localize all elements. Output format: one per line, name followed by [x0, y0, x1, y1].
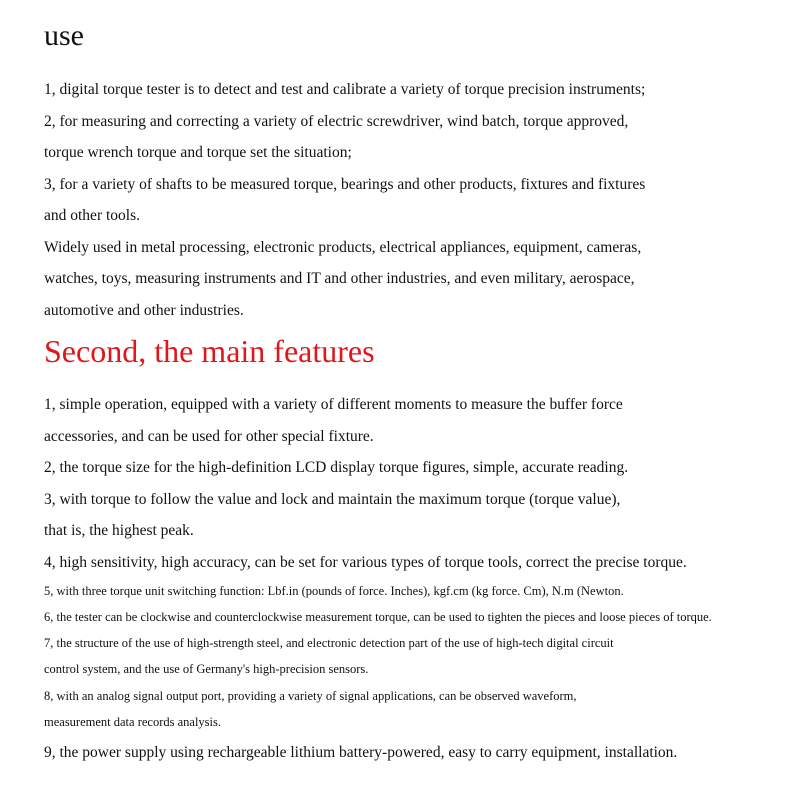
feature-line-1: 1, simple operation, equipped with a variety of different moments to measure the buffer force: [44, 396, 623, 413]
feature-line-7: 5, with three torque unit switching function: Lbf.in (pounds of force. Inches), kgf.cm (kg force. Cm), N.m (Newton.: [44, 584, 624, 598]
use-line-3: torque wrench torque and torque set the situation;: [44, 144, 352, 161]
use-line-7: watches, toys, measuring instruments and IT and other industries, and even military, aerospace,: [44, 270, 635, 287]
feature-line-4: 3, with torque to follow the value and lock and maintain the maximum torque (torque value),: [44, 491, 621, 508]
feature-line-8: 6, the tester can be clockwise and counterclockwise measurement torque, can be used to tighten the pieces and loose pieces of torque.: [44, 610, 712, 624]
feature-line-9: 7, the structure of the use of high-strength steel, and electronic detection part of the use of high-tech digital circuit: [44, 636, 614, 650]
feature-line-2: accessories, and can be used for other special fixture.: [44, 428, 374, 445]
feature-line-10: control system, and the use of Germany's high-precision sensors.: [44, 662, 369, 676]
use-line-1: 1, digital torque tester is to detect and test and calibrate a variety of torque precision instruments;: [44, 81, 646, 98]
use-line-5: and other tools.: [44, 207, 140, 224]
feature-line-11: 8, with an analog signal output port, providing a variety of signal applications, can be observed waveform,: [44, 689, 577, 703]
feature-line-5: that is, the highest peak.: [44, 522, 194, 539]
use-line-6: Widely used in metal processing, electronic products, electrical appliances, equipment, cameras,: [44, 239, 642, 256]
section-title-main-features: Second, the main features: [44, 333, 375, 369]
use-line-2: 2, for measuring and correcting a variety of electric screwdriver, wind batch, torque approved,: [44, 113, 629, 130]
use-line-4: 3, for a variety of shafts to be measured torque, bearings and other products, fixtures and fixtures: [44, 176, 646, 193]
section-title-use: use: [44, 19, 84, 52]
feature-line-3: 2, the torque size for the high-definition LCD display torque figures, simple, accurate reading.: [44, 459, 629, 476]
feature-line-6: 4, high sensitivity, high accuracy, can be set for various types of torque tools, correct the precise torque.: [44, 554, 687, 571]
feature-line-12: measurement data records analysis.: [44, 715, 222, 729]
feature-line-13: 9, the power supply using rechargeable lithium battery-powered, easy to carry equipment, installation.: [44, 744, 678, 761]
use-line-8: automotive and other industries.: [44, 302, 244, 319]
